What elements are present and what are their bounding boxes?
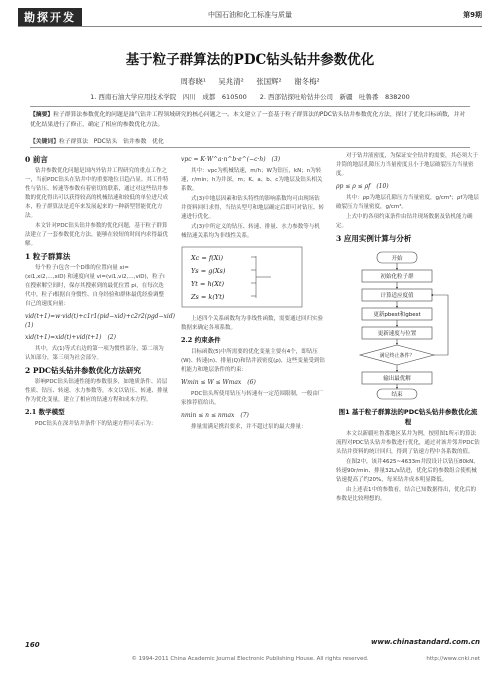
flow-node-label: 计算适应度值 xyxy=(380,293,414,299)
copyright-line xyxy=(0,656,500,662)
paragraph: 其中：vpc为机械钻速，m/h；W为钻压，kN；n为转速，r/min；h为井深，m；K、a、b、c为地层及钻头相关系数。 xyxy=(181,168,323,192)
copyright-text: © 1994-2011 China Academic Journal Electronic Publishing House. All rights reserved. xyxy=(131,656,369,662)
section-brand: 勘探开发 xyxy=(18,8,82,26)
abstract-text: 粒子群算法参数优化的问题是油气钻井工程领域研究的核心问题之一。本文建立了一套基于粒子群算法的PDC钻头钻井参数优化方法，探讨了优化目标函数，并对优化结果进行了修正，确定了相应的参数优化方法。 xyxy=(30,112,466,128)
paragraph: 目标函数(5)中所需要的优化变量主要有4个，即钻压(W)、转速(n)、排量(Q)和钻井液密度(ρ)，这些变量受到钻机能力和地层条件的约束： xyxy=(181,349,325,373)
equation: xid(t+1)=xid(t)+vid(t+1) (2) xyxy=(25,334,116,341)
relation-equation: Zs = k(Yt) xyxy=(191,293,225,301)
figure-caption: 图1 基于粒子群算法的PDC钻头钻井参数优化流程 xyxy=(338,408,478,426)
issue-number: 第9期 xyxy=(463,11,482,19)
author: 谢冬梅² xyxy=(294,77,320,86)
relation-equation: Ys = g(Xs) xyxy=(191,267,226,275)
author: 张国辉² xyxy=(256,77,282,86)
flow-node-label: 初始化粒子群 xyxy=(380,274,414,280)
section-heading: 3 应用实例计算与分析 xyxy=(336,234,412,243)
body-column-3 xyxy=(336,152,480,630)
keywords-label: 【关键词】 xyxy=(30,139,59,145)
author-list xyxy=(0,76,500,87)
pso-flowchart xyxy=(336,250,458,400)
running-header xyxy=(18,8,482,24)
equation: vpc = K·W^a·n^b·e^(−c·h) (3) xyxy=(181,156,281,163)
paragraph: PDC钻头所使用钻压与转速有一定范围限制，一般由厂家推荐值给出。 xyxy=(181,391,324,406)
paragraph: 每个粒子i包含一个D维的位置向量 xi=(xi1,xi2,…,xiD) 和速度向量 vi=(vi1,vi2,…,viD)，粒子i在搜索解空间时，保存其搜索到的最优位置 pi，在每次迭代中，粒子i根据自身惯性、自身经验和群体最优经验调整自己的速度向量： xyxy=(25,265,165,307)
flow-node-label: 开始 xyxy=(391,256,403,262)
paragraph: 本文以新疆吐鲁番地区某井为例，按照图1所示的算法流程对PDC钻头钻井参数进行优化，通过对该井邻井PDC钻头钻井资料的统计回归，得到了钻速方程中各系数的值。 xyxy=(336,431,480,455)
paragraph: 式(3)中地层因素和钻头特性的影响系数均可由现场钻井资料回归求得，当钻头型号和地层确定后即可对钻压、转速进行优化。 xyxy=(181,196,325,220)
body-column-1 xyxy=(25,152,182,630)
header-divider xyxy=(18,26,482,27)
paragraph: 由上述表1中的参数看，结合已知数据得出，优化后的参数是比较理想的。 xyxy=(336,487,477,502)
abstract-label: 【摘要】 xyxy=(30,112,54,118)
paragraph: 其中，式(1)等式右边的第一项为惯性部分，第二项为认知部分，第三项为社会部分。 xyxy=(25,346,164,361)
equation: nmin ≤ n ≤ nmax (7) xyxy=(181,412,249,419)
paragraph: 对于钻井液密度，为保证安全钻井的需要，其必须大于井筒的地层孔隙压力当量密度且小于地层破裂压力当量密度。 xyxy=(336,153,479,177)
cnki-link[interactable]: http://www.cnki.net xyxy=(426,656,480,662)
body-column-2 xyxy=(181,152,325,630)
abstract-top-rule xyxy=(30,106,470,107)
abstract-bottom-rule xyxy=(30,147,470,148)
relation-equation: Xc = f(Xi) xyxy=(191,254,224,262)
section-heading: 1 粒子群算法 xyxy=(25,252,71,261)
journal-url: www.chinastandard.com.cn xyxy=(371,638,480,646)
paragraph: 式(3)中所定义的钻压、转速、排量、水力参数等与机械钻速关系均为非线性关系。 xyxy=(181,224,320,239)
flow-node-label: 输出最优解 xyxy=(383,376,411,382)
flow-node-label: 结束 xyxy=(391,392,403,398)
paragraph: 本文针对PDC钻头钻井参数的优化问题，基于粒子群算法建立了一套参数优化方法，能够在较短的时间内求得最优解。 xyxy=(25,223,169,247)
page-number: 160 xyxy=(25,641,40,649)
relation-equation: Yt = h(Xt) xyxy=(191,280,224,288)
flow-node-label: 更新pbest和gbest xyxy=(373,312,421,318)
paragraph: 影响PDC钻头钻速性能的参数很多，如地质条件、岩层性质、钻压、转速、水力参数等，本文以钻压、转速、排量作为优化变量，建立了相应的钻速方程和成本方程。 xyxy=(25,379,169,403)
paragraph: PDC钻头在深井钻井条件下的钻速方程可表示为： xyxy=(35,421,157,427)
paragraph: 在图2中，该井4625~4633m井段设计以钻压80kN、转速90r/min、排量32L/s钻进，优化后的参数组合使机械钻速提高了约20%，每米钻井成本明显降低。 xyxy=(336,459,479,483)
journal-name: 中国石油和化工标准与质量 xyxy=(208,11,292,19)
author: 吴兆清² xyxy=(218,77,244,86)
author: 周春晓¹ xyxy=(180,77,206,86)
function-relation-diagram xyxy=(181,246,303,308)
paragraph: 排量需满足携岩要求，并不超过泵的最大排量： xyxy=(191,424,307,430)
subsection-heading: 2.2 约束条件 xyxy=(181,336,221,344)
paragraph: 上式中的各项约束条件由钻井现场数据及钻机能力确定。 xyxy=(336,214,473,229)
keywords xyxy=(30,136,164,145)
article-title: 基于粒子群算法的PDC钻头钻井参数优化 xyxy=(125,52,375,68)
keywords-text: 粒子群算法 PDC钻头 钻井参数 优化 xyxy=(59,139,164,145)
abstract xyxy=(30,110,470,130)
section-heading: 0 前言 xyxy=(25,155,48,164)
equation: ρp ≤ ρ ≤ ρf (10) xyxy=(336,183,389,190)
equation: vid(t+1)=w·vid(t)+c1r1(pid−xid)+c2r2(pgd−xid) (1) xyxy=(25,313,182,329)
flow-node-label: 满足终止条件？ xyxy=(379,353,415,359)
section-heading: 2 PDC钻头钻井参数优化方法研究 xyxy=(25,366,141,375)
paragraph: 钻井参数优化问题是国内外钻井工程研究的重点工作之一，当前PDC钻头在钻井中的重要地位日趋凸显。其工作特性与钻压、转速等参数有着密切的联系，通过对这些钻井参数的优化得出可以获得较高的机械钻速和较低的单位进尺成本，粒子群算法是近年来发展起来的一种新型智能优化方法。 xyxy=(25,168,169,219)
equation: Wmin ≤ W ≤ Wmax (6) xyxy=(181,379,256,386)
subsection-heading: 2.1 数学模型 xyxy=(25,408,65,416)
paragraph: 上述四个关系函数均为非线性函数，需要通过回归实验数据来确定各项系数。 xyxy=(181,316,324,331)
paragraph: 其中：ρp为地层孔隙压力当量密度，g/cm³；ρf为地层破裂压力当量密度，g/cm³。 xyxy=(336,195,479,210)
flow-node-label: 更新速度与位置 xyxy=(377,331,417,337)
affiliations: 1. 西南石油大学应用技术学院 四川 成都 610500 2. 西部钻探吐哈钻井公司 新疆 吐鲁番 838200 xyxy=(90,93,410,101)
